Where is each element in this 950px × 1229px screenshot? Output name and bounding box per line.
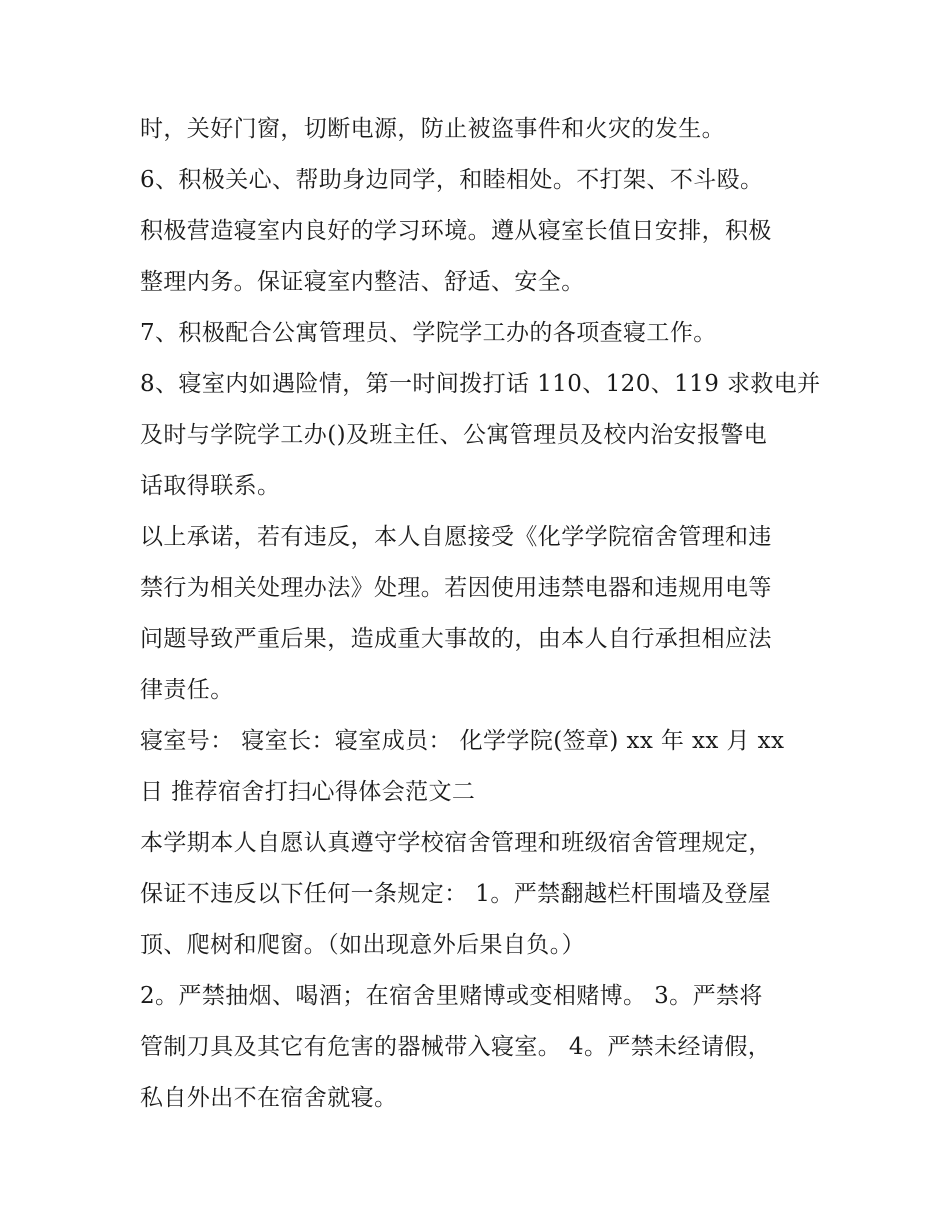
text-line: 话取得联系。 bbox=[140, 473, 281, 499]
text-line: 问题导致严重后果，造成重大事故的，由本人自行承担相应法 bbox=[140, 626, 772, 652]
text-line: 以上承诺，若有违反，本人自愿接受《化学学院宿舍管理和违 bbox=[140, 524, 772, 550]
text-line: 保证不违反以下任何一条规定： 1。严禁翻越栏杆围墙及登屋 bbox=[140, 881, 772, 907]
section-title-line: 日 推荐宿舍打扫心得体会范文二 bbox=[140, 779, 476, 805]
text-line: 积极营造寝室内良好的学习环境。遵从寝室长值日安排，积极 bbox=[140, 218, 772, 244]
text-line: 8、寝室内如遇险情，第一时间拨打话 110、120、119 求救电并 bbox=[140, 371, 821, 397]
text-line: 禁行为相关处理办法》处理。若因使用违禁电器和违规用电等 bbox=[140, 575, 772, 601]
text-line: 6、积极关心、帮助身边同学，和睦相处。不打架、不斗殴。 bbox=[140, 167, 764, 193]
text-line: 2。严禁抽烟、喝酒；在宿舍里赌博或变相赌博。 3。严禁将 bbox=[140, 983, 763, 1009]
document-body bbox=[140, 104, 820, 1124]
text-line: 律责任。 bbox=[140, 677, 234, 703]
text-line: 管制刀具及其它有危害的器械带入寝室。 4。严禁未经请假， bbox=[140, 1034, 772, 1060]
text-line: 本学期本人自愿认真遵守学校宿舍管理和班级宿舍管理规定， bbox=[140, 830, 772, 856]
text-line: 顶、爬树和爬窗。（如出现意外后果自负。） bbox=[140, 932, 585, 958]
signature-line: 寝室号： 寝室长：寝室成员： 化学学院(签章) xx 年 xx 月 xx bbox=[140, 728, 785, 754]
text-line: 7、积极配合公寓管理员、学院学工办的各项查寝工作。 bbox=[140, 320, 717, 346]
text-line: 整理内务。保证寝室内整洁、舒适、安全。 bbox=[140, 269, 585, 295]
text-line: 及时与学院学工办()及班主任、公寓管理员及校内治安报警电 bbox=[140, 422, 768, 448]
text-line: 私自外出不在宿舍就寝。 bbox=[140, 1085, 398, 1111]
text-line: 时，关好门窗，切断电源，防止被盗事件和火灾的发生。 bbox=[140, 116, 725, 142]
